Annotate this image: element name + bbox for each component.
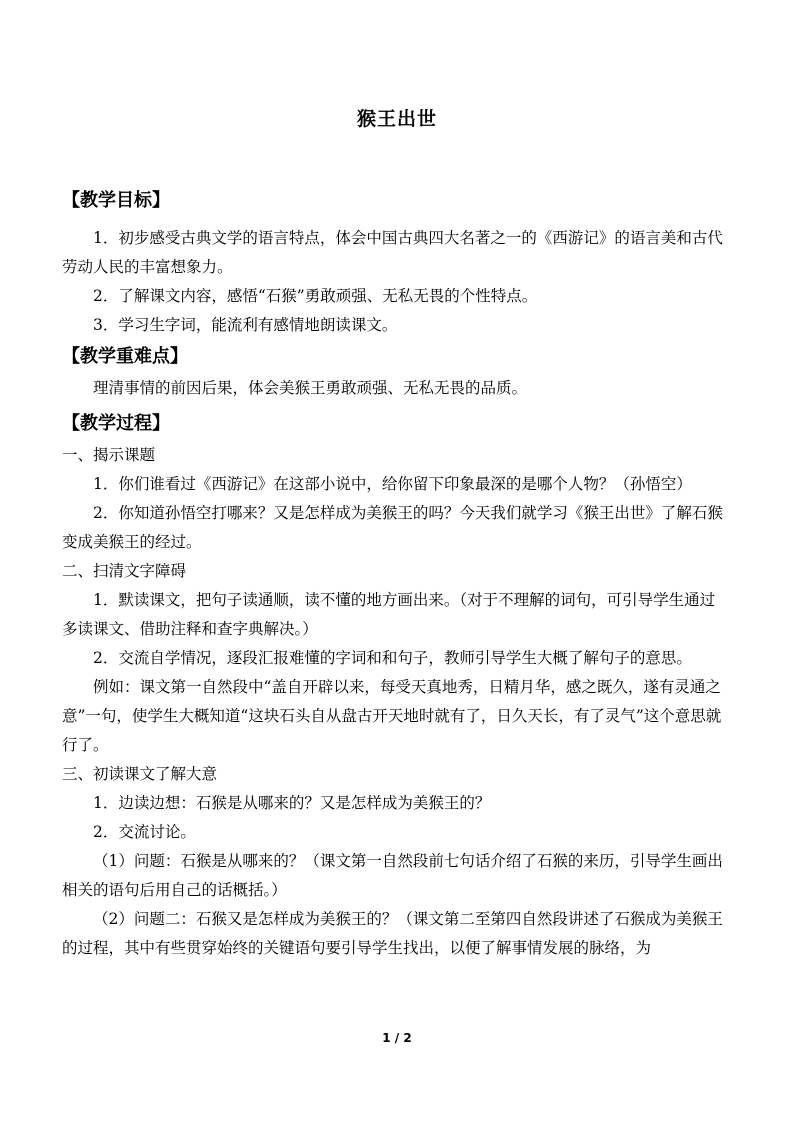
goal-item-3: 3．学习生字词，能流利有感情地朗读课文。: [93, 316, 398, 334]
paragraph: 1．默读课文，把句子读通顺，读不懂的地方画出来。（对于不理解的词句，可引导学生通过多读课文、借助注释和查字典解决。）: [62, 591, 716, 638]
page-number: 1 / 2: [382, 1031, 412, 1045]
step-heading-2: 二、扫清文字障碍: [62, 562, 187, 580]
paragraph: 2．交流自学情况，逐段汇报难懂的字词和和句子，教师引导学生大概了解句子的意思。: [93, 649, 692, 667]
goal-item-1: 1．初步感受古典文学的语言特点，体会中国古典四大名著之一的《西游记》的语言美和古代劳动人民的丰富想象力。: [62, 229, 723, 276]
key-point-text: 理清事情的前因后果，体会美猴王勇敢顽强、无私无畏的品质。: [93, 379, 528, 397]
step-heading-1: 一、揭示课题: [62, 446, 156, 464]
paragraph: 1．边读边想：石猴是从哪来的？又是怎样成为美猴王的？: [93, 794, 491, 812]
section-heading-key: 【教学重难点】: [62, 346, 188, 367]
paragraph: （1）问题：石猴是从哪来的？（课文第一自然段前七句话介绍了石猴的来历，引导学生画出相关的语句后用自己的话概括。）: [62, 852, 723, 899]
paragraph: 2．交流讨论。: [93, 823, 196, 841]
section-heading-goals: 【教学目标】: [62, 190, 170, 211]
page-title: 猴王出世: [356, 108, 437, 130]
paragraph: 例如：课文第一自然段中“盖自开辟以来，每受天真地秀，日精月华，感之既久，遂有灵通之意”一句，使学生大概知道“这块石头自从盘古开天地时就有了，日久天长，有了灵气”这个意思就行了。: [62, 678, 722, 754]
document-body: [62, 186, 724, 963]
paragraph: 1．你们谁看过《西游记》在这部小说中，给你留下印象最深的是哪个人物？（孙悟空）: [93, 475, 692, 493]
goal-item-2: 2．了解课文内容，感悟“石猴”勇敢顽强、无私无畏的个性特点。: [93, 287, 538, 305]
paragraph: 2．你知道孙悟空打哪来？又是怎样成为美猴王的吗？今天我们就学习《猴王出世》了解石猴变成美猴王的经过。: [62, 504, 723, 551]
step-heading-3: 三、初读课文了解大意: [62, 765, 218, 783]
section-heading-process: 【教学过程】: [62, 413, 170, 434]
paragraph: （2）问题二：石猴又是怎样成为美猴王的？（课文第二至第四自然段讲述了石猴成为美猴王的过程，其中有些贯穿始终的关键语句要引导学生找出，以便了解事情发展的脉络，为: [62, 910, 723, 957]
